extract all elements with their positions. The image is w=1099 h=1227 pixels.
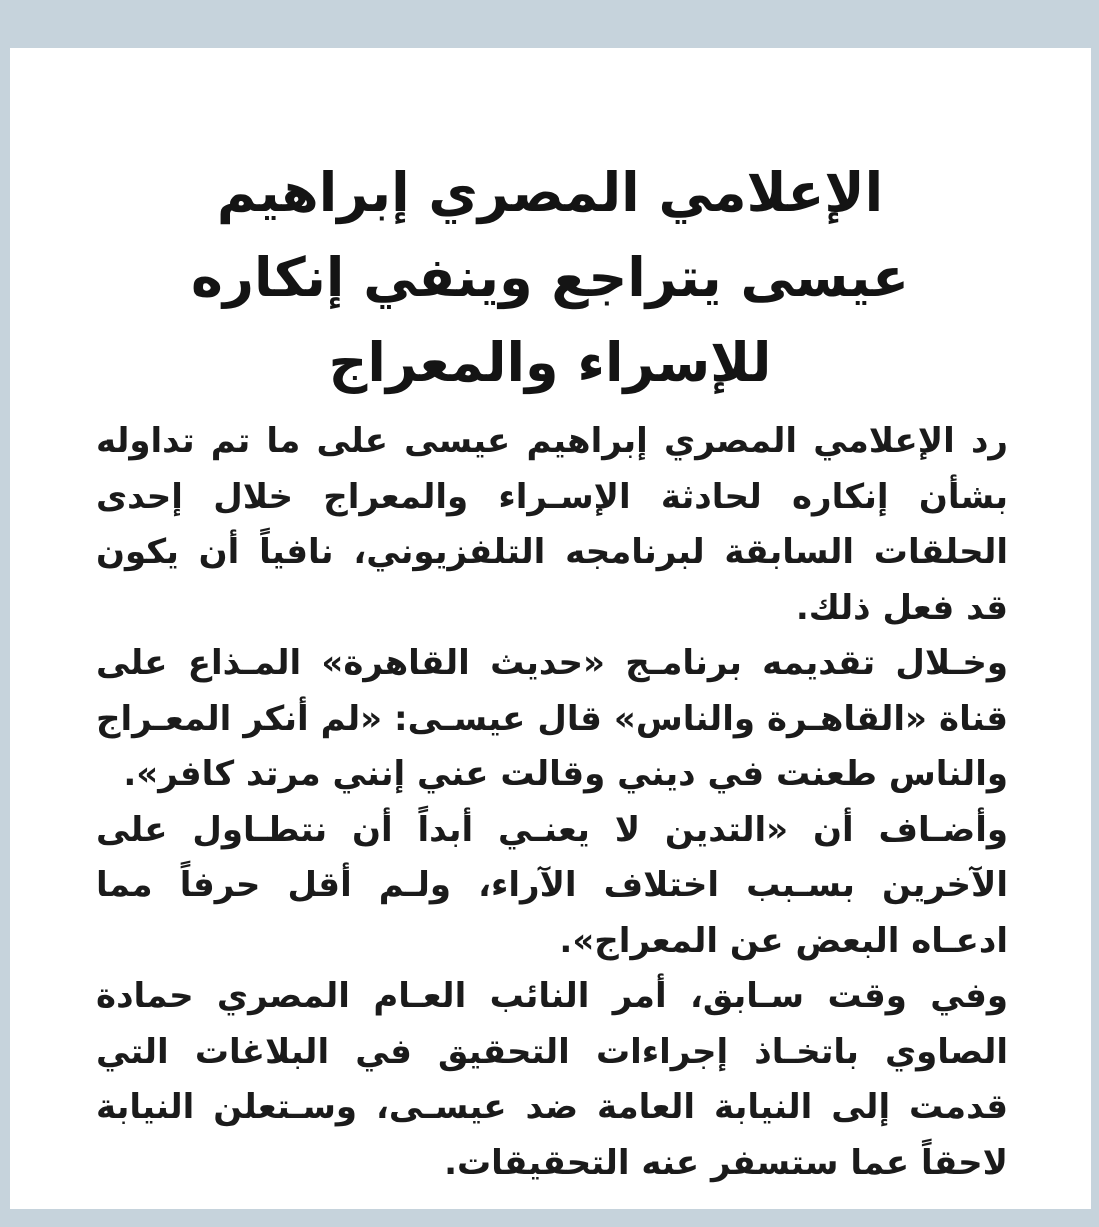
article-paragraph: وخـلال تقديمه برنامـج «حديث القاهرة» المـذاع على قناة «القاهـرة والناس» قال عيسـى: «لم أنكر المعـراج والناس طعنت في ديني وقالت عني إنني مرتد كافر». <box>96 643 1008 794</box>
article-headline <box>130 150 970 405</box>
article-paragraph: وفي وقت سـابق، أمر النائب العـام المصري حمادة الصاوي باتخـاذ إجراءات التحقيق في البلاغات التي قدمت إلى النيابة العامة ضد عيسـى، وسـتعلن النيابة لاحقاً عما ستسفر عنه التحقيقات. <box>96 976 1008 1183</box>
headline-line: عيسى يتراجع وينفي إنكاره <box>191 246 909 309</box>
frame-bottom-bar <box>0 1209 1099 1227</box>
frame-left-bar <box>0 0 10 1227</box>
frame-top-bar <box>0 0 1099 48</box>
frame-right-bar <box>1091 0 1099 1227</box>
article-paragraph: وأضـاف أن «التدين لا يعنـي أبداً أن نتطـاول على الآخرين بسـبب اختلاف الآراء، ولـم أقل حرفاً مما ادعـاه البعض عن المعراج». <box>96 809 1008 961</box>
article-body <box>96 414 1008 1191</box>
headline-line: للإسراء والمعراج <box>328 331 772 394</box>
article-paragraph: رد الإعلامي المصري إبراهيم عيسى على ما تم تداوله بشأن إنكاره لحادثة الإسـراء والمعراج خلال إحدى الحلقات السابقة لبرنامجه التلفزيوني، نافياً أن يكون قد فعل ذلك. <box>96 421 1008 628</box>
headline-line: الإعلامي المصري إبراهيم <box>216 161 884 224</box>
